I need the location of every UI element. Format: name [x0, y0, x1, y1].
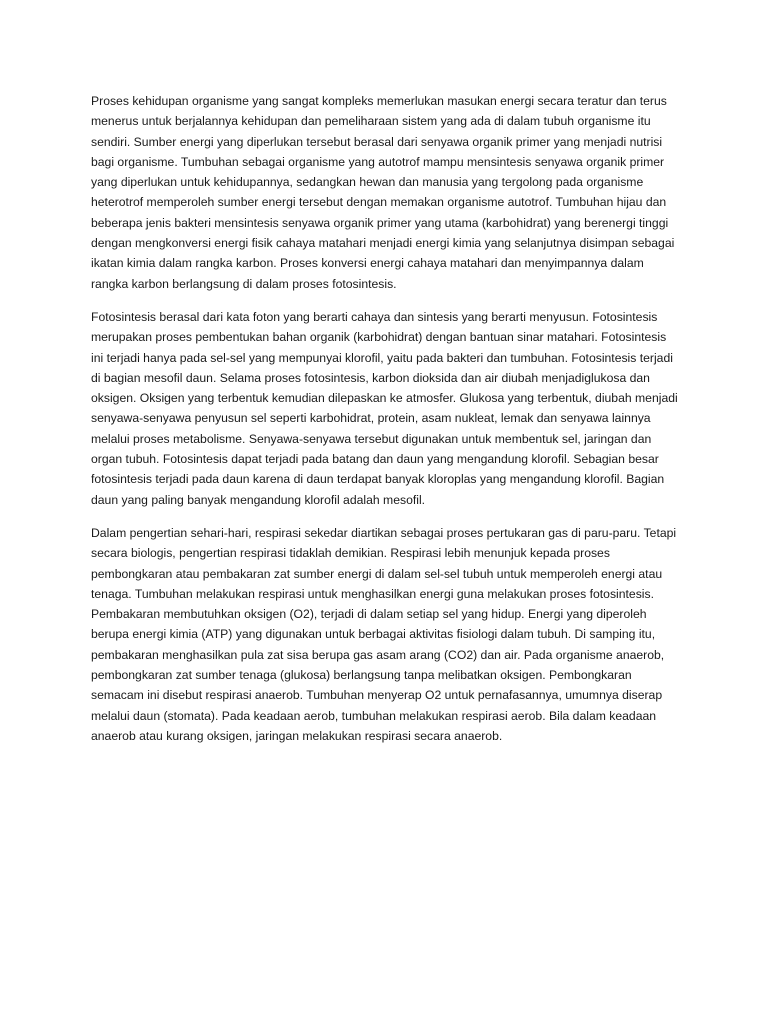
paragraph-respiration: Dalam pengertian sehari-hari, respirasi sekedar diartikan sebagai proses pertukaran gas di paru-paru. Tetapi secara biologis, pengertian respirasi tidaklah demikian. Respirasi lebih menunjuk kepada proses pembongkaran atau pembakaran zat sumber energi di dalam sel-sel tubuh untuk memperoleh energi atau tenaga. Tumbuhan melakukan respirasi untuk menghasilkan energi guna melakukan proses fotosintesis. Pembakaran membutuhkan oksigen (O2), terjadi di dalam setiap sel yang hidup. Energi yang diperoleh berupa energi kimia (ATP) yang digunakan untuk berbagai aktivitas fisiologi dalam tubuh. Di samping itu, pembakaran menghasilkan pula zat sisa berupa gas asam arang (CO2) dan air. Pada organisme anaerob, pembongkaran zat sumber tenaga (glukosa) berlangsung tanpa melibatkan oksigen. Pembongkaran semacam ini disebut respirasi anaerob. Tumbuhan menyerap O2 untuk pernafasannya, umumnya diserap melalui daun (stomata). Pada keadaan aerob, tumbuhan melakukan respirasi aerob. Bila dalam keadaan anaerob atau kurang oksigen, jaringan melakukan respirasi secara anaerob. [91, 525, 677, 743]
document-page [91, 91, 681, 759]
paragraph-energy-intro: Proses kehidupan organisme yang sangat kompleks memerlukan masukan energi secara teratur dan terus menerus untuk berjalannya kehidupan dan pemeliharaan sistem yang ada di dalam tubuh organisme itu sendiri. Sumber energi yang diperlukan tersebut berasal dari senyawa organik primer yang menjadi nutrisi bagi organisme. Tumbuhan sebagai organisme yang autotrof mampu mensintesis senyawa organik primer yang diperlukan untuk kehidupannya, sedangkan hewan dan manusia yang tergolong pada organisme heterotrof memperoleh sumber energi tersebut dengan memakan organisme autotrof. Tumbuhan hijau dan beberapa jenis bakteri mensintesis senyawa organik primer yang utama (karbohidrat) yang berenergi tinggi dengan mengkonversi energi fisik cahaya matahari menjadi energi kimia yang selanjutnya disimpan sebagai ikatan kimia dalam rangka karbon. Proses konversi energi cahaya matahari dan menyimpannya dalam rangka karbon berlangsung di dalam proses fotosintesis. [91, 94, 675, 291]
paragraph-photosynthesis: Fotosintesis berasal dari kata foton yang berarti cahaya dan sintesis yang berarti menyusun. Fotosintesis merupakan proses pembentukan bahan organik (karbohidrat) dengan bantuan sinar matahari. Fotosintesis ini terjadi hanya pada sel-sel yang mempunyai klorofil, yaitu pada bakteri dan tumbuhan. Fotosintesis terjadi di bagian mesofil daun. Selama proses fotosintesis, karbon dioksida dan air diubah menjadiglukosa dan oksigen. Oksigen yang terbentuk kemudian dilepaskan ke atmosfer. Glukosa yang terbentuk, diubah menjadi senyawa-senyawa penyusun sel seperti karbohidrat, protein, asam nukleat, lemak dan senyawa lainnya melalui proses metabolisme. Senyawa-senyawa tersebut digunakan untuk membentuk sel, jaringan dan organ tubuh. Fotosintesis dapat terjadi pada batang dan daun yang mengandung klorofil. Sebagian besar fotosintesis terjadi pada daun karena di daun terdapat banyak kloroplas yang mengandung klorofil. Bagian daun yang paling banyak mengandung klorofil adalah mesofil. [91, 309, 678, 507]
